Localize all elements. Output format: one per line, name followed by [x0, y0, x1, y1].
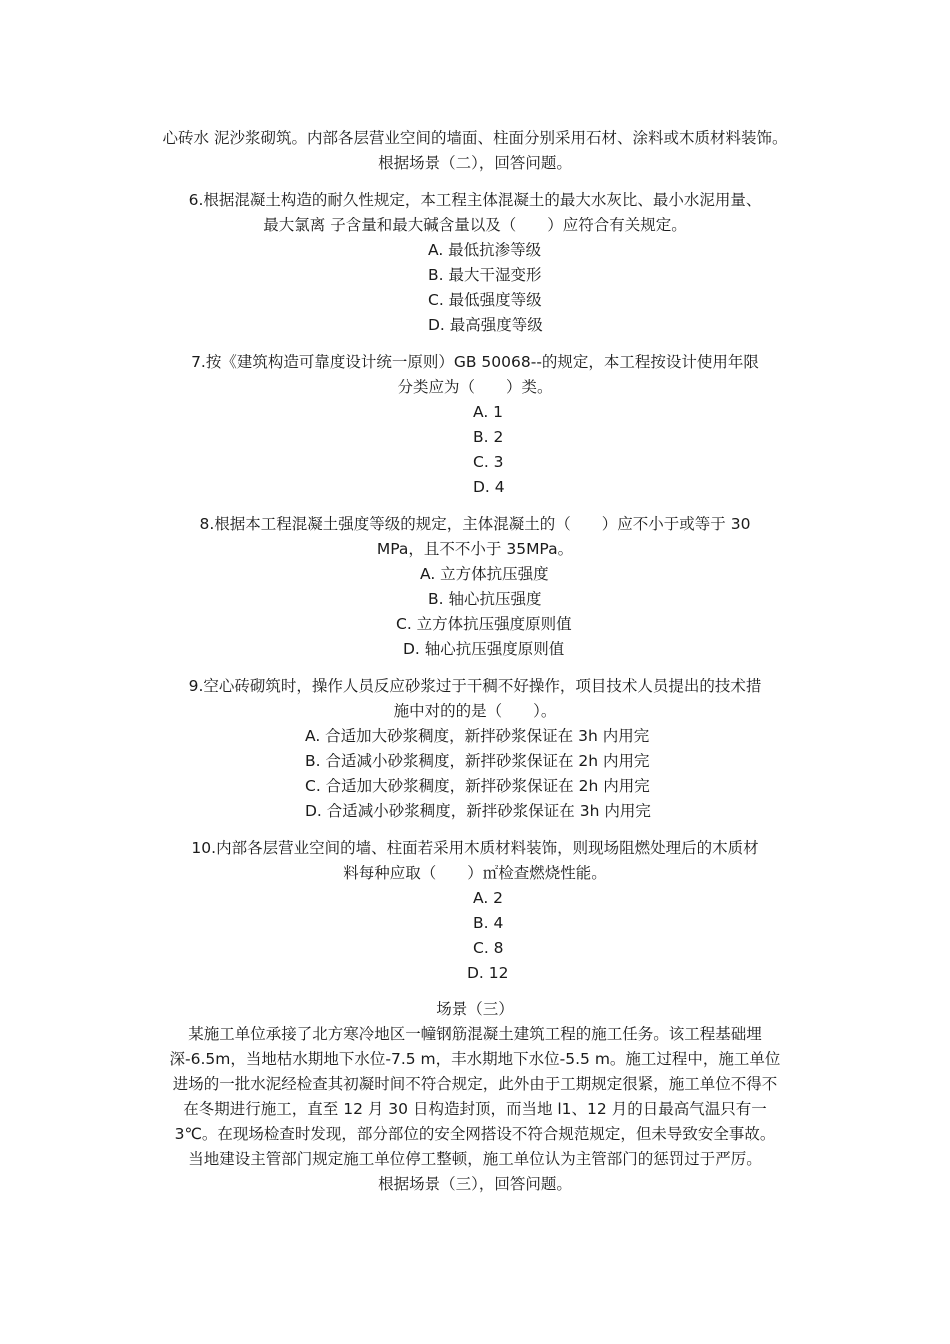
question-9-option-c: C. 合适加大砂浆稠度，新拌砂浆保证在 2h 内用完: [305, 777, 650, 795]
scene-3-line-6: 当地建设主管部门规定施工单位停工整顿，施工单位认为主管部门的惩罚过于严厉。: [188, 1150, 762, 1168]
question-6-option-d: D. 最高强度等级: [428, 316, 543, 334]
question-6-option-a: A. 最低抗渗等级: [428, 241, 542, 259]
question-9-stem-line-2: 施中对的的是（ ）。: [393, 702, 557, 720]
intro-line-2: 根据场景（二），回答问题。: [378, 154, 572, 172]
question-8-option-c: C. 立方体抗压强度原则值: [396, 615, 572, 633]
question-8-option-a: A. 立方体抗压强度: [420, 565, 549, 583]
intro-line-1: 心砖水 泥沙浆砌筑。内部各层营业空间的墙面、柱面分别采用石材、涂料或木质材料装饰。: [162, 129, 788, 147]
question-10-option-c: C. 8: [473, 939, 504, 957]
question-10-option-d: D. 12: [467, 964, 509, 982]
question-9-stem-line-1: 9.空心砖砌筑时，操作人员反应砂浆过于干稠不好操作，项目技术人员提出的技术措: [188, 677, 762, 695]
question-7-stem-line-2: 分类应为（ ）类。: [397, 378, 553, 396]
question-7-stem-line-1: 7.按《建筑构造可靠度设计统一原则）GB 50068--的规定，本工程按设计使用年限: [191, 353, 759, 371]
question-6-stem-line-1: 6.根据混凝土构造的耐久性规定，本工程主体混凝土的最大水灰比、最小水泥用量、: [188, 191, 762, 209]
question-8-stem-line-1: 8.根据本工程混凝土强度等级的规定，主体混凝土的（ ）应不小于或等于 30: [199, 515, 751, 533]
question-7-option-c: C. 3: [473, 453, 504, 471]
scene-3-line-7: 根据场景（三），回答问题。: [378, 1175, 572, 1193]
question-6-option-b: B. 最大干湿变形: [428, 266, 542, 284]
question-9-option-a: A. 合适加大砂浆稠度，新拌砂浆保证在 3h 内用完: [305, 727, 650, 745]
question-10-option-a: A. 2: [473, 889, 504, 907]
question-10-stem-line-2: 料每种应取（ ）㎡检查燃烧性能。: [343, 864, 607, 882]
question-8-stem-line-2: MPa，且不不小于 35MPa。: [376, 540, 574, 558]
question-7-option-a: A. 1: [473, 403, 504, 421]
question-7-option-b: B. 2: [473, 428, 504, 446]
scene-3-line-1: 某施工单位承接了北方寒冷地区一幢钢筋混凝土建筑工程的施工任务。该工程基础埋: [188, 1025, 762, 1043]
question-6-stem-line-2: 最大氯离 子含量和最大碱含量以及（ ）应符合有关规定。: [263, 216, 687, 234]
question-7-option-d: D. 4: [473, 478, 505, 496]
question-9-option-d: D. 合适减小砂浆稠度，新拌砂浆保证在 3h 内用完: [305, 802, 651, 820]
scene-3-line-4: 在冬期进行施工，直至 12 月 30 日构造封顶，而当地 l1、12 月的日最高气温只有一: [183, 1100, 767, 1118]
scene-3-line-2: 深-6.5m，当地枯水期地下水位-7.5 m，丰水期地下水位-5.5 m。施工过程中，施工单位: [169, 1050, 781, 1068]
question-9-option-b: B. 合适减小砂浆稠度，新拌砂浆保证在 2h 内用完: [305, 752, 650, 770]
question-10-stem-line-1: 10.内部各层营业空间的墙、柱面若采用木质材料装饰，则现场阻燃处理后的木质材: [191, 839, 759, 857]
scene-3-title: 场景（三）: [436, 1000, 514, 1018]
question-6-option-c: C. 最低强度等级: [428, 291, 542, 309]
scene-3-line-5: 3℃。在现场检查时发现，部分部位的安全网搭设不符合规范规定，但未导致安全事故。: [174, 1125, 776, 1143]
question-10-option-b: B. 4: [473, 914, 504, 932]
question-8-option-b: B. 轴心抗压强度: [428, 590, 542, 608]
scene-3-line-3: 进场的一批水泥经检查其初凝时间不符合规定，此外由于工期规定很紧，施工单位不得不: [172, 1075, 778, 1093]
question-8-option-d: D. 轴心抗压强度原则值: [403, 640, 565, 658]
